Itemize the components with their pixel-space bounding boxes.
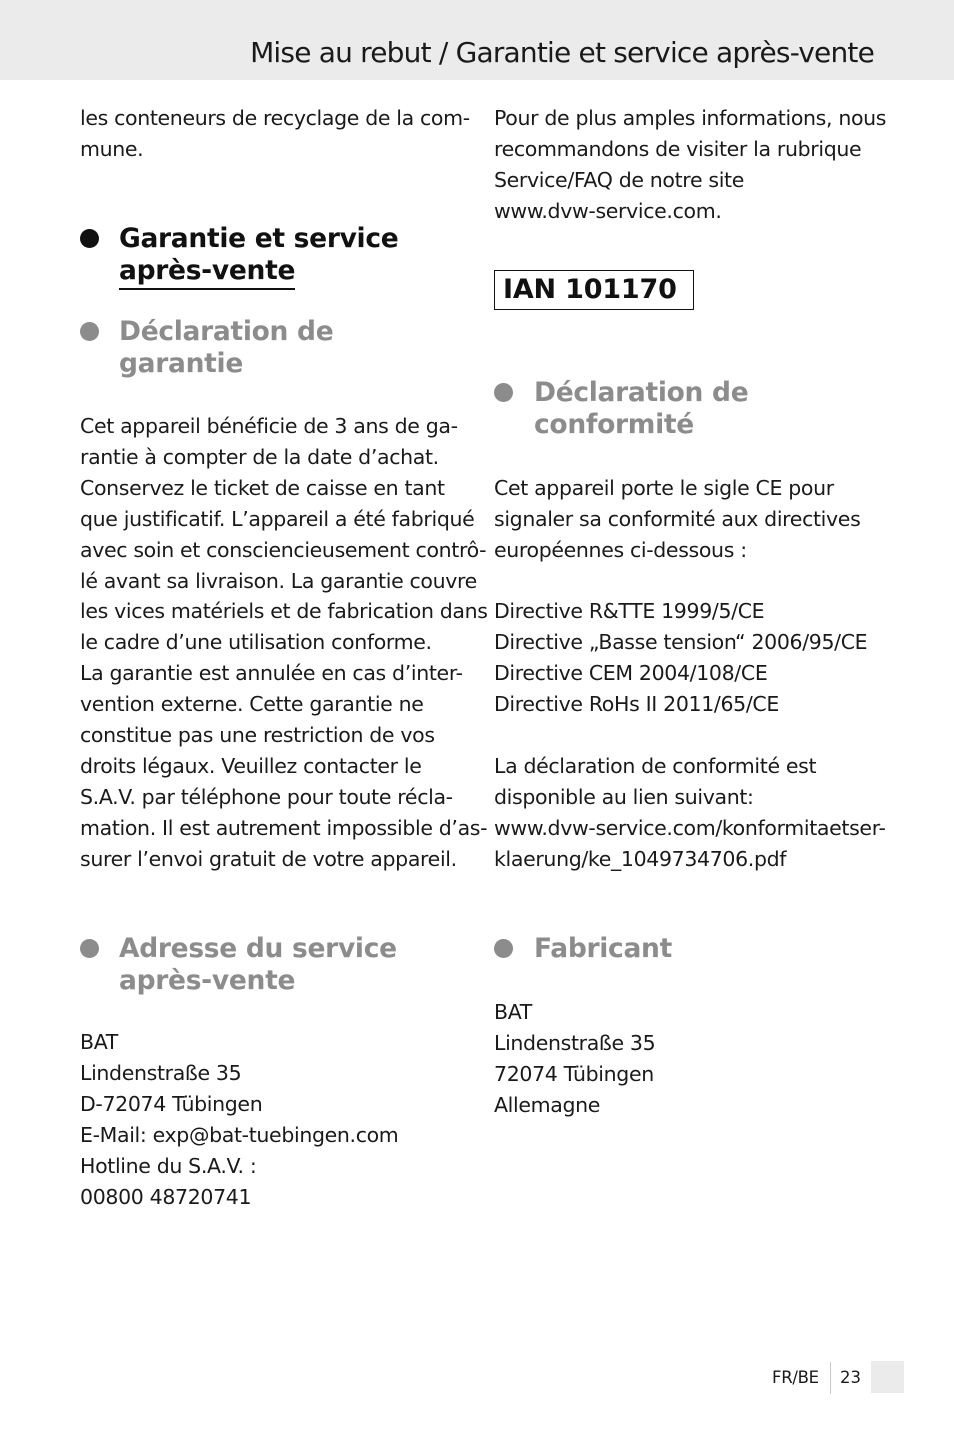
ian-number-box: IAN 101170 <box>494 270 694 310</box>
bullet-icon <box>80 939 99 958</box>
heading-line: Garantie et service <box>119 223 399 254</box>
text-line: La garantie est annulée en cas d’inter- <box>80 661 463 686</box>
directives-list <box>494 596 867 720</box>
text-line: 00800 48720741 <box>80 1184 252 1209</box>
footer-language-code: FR/BE <box>772 1368 819 1387</box>
heading-line: après-vente <box>119 255 295 291</box>
bullet-icon <box>494 939 513 958</box>
warranty-paragraph <box>80 411 488 875</box>
heading-line: après-vente <box>119 964 296 996</box>
directive-item: Directive „Basse tension“ 2006/95/CE <box>494 629 868 654</box>
heading-line: conformité <box>534 408 694 440</box>
text-line: Cet appareil porte le sigle CE pour <box>494 476 834 500</box>
heading-line: Fabricant <box>534 933 672 964</box>
text-line: Hotline du S.A.V. : <box>80 1153 257 1178</box>
text-line: Allemagne <box>494 1092 601 1117</box>
text-line: recommandons de visiter la rubrique <box>494 136 862 161</box>
text-line: BAT <box>494 1000 532 1024</box>
text-line: les conteneurs de recyclage de la com- <box>80 106 470 130</box>
bullet-icon <box>80 322 99 341</box>
text-line: Pour de plus amples informations, nous <box>494 106 887 130</box>
conformity-link-paragraph <box>494 751 886 875</box>
text-line: 72074 Tübingen <box>494 1061 654 1086</box>
footer-tab-box <box>871 1361 904 1393</box>
text-line: droits légaux. Veuillez contacter le <box>80 753 422 778</box>
text-line: le cadre d’une utilisation conforme. <box>80 630 432 655</box>
text-line: avec soin et consciencieusement contrô- <box>80 537 487 562</box>
text-line: constitue pas une restriction de vos <box>80 723 435 748</box>
text-line: vention externe. Cette garantie ne <box>80 692 424 717</box>
text-line: signaler sa conformité aux directives <box>494 506 861 531</box>
subheading-conformity <box>534 377 748 440</box>
text-line: S.A.V. par téléphone pour toute récla- <box>80 784 453 809</box>
text-line: mation. Il est autrement impossible d’as- <box>80 815 488 840</box>
footer-divider <box>830 1362 831 1394</box>
text-line: klaerung/ke_1049734706.pdf <box>494 846 787 871</box>
text-line: les vices matériels et de fabrication dans <box>80 599 488 624</box>
text-line: Lindenstraße 35 <box>494 1030 656 1055</box>
heading-line: garantie <box>119 347 243 379</box>
section-heading-warranty-service <box>119 223 398 290</box>
heading-line: Adresse du service <box>119 933 397 964</box>
bullet-icon <box>80 229 99 248</box>
text-line: mune. <box>80 136 144 161</box>
subheading-manufacturer <box>534 933 672 965</box>
text-line: E-Mail: exp@bat-tuebingen.com <box>80 1122 399 1147</box>
text-line: www.dvw-service.com. <box>494 198 722 223</box>
text-line: rantie à compter de la date d’achat. <box>80 444 439 469</box>
heading-line: Déclaration de <box>534 377 749 408</box>
text-line: BAT <box>80 1030 118 1054</box>
text-line: disponible au lien suivant: <box>494 784 754 809</box>
bullet-icon <box>494 383 513 402</box>
directive-item: Directive R&TTE 1999/5/CE <box>494 599 765 623</box>
heading-line: Déclaration de <box>119 316 334 347</box>
page-number: 23 <box>840 1368 861 1387</box>
text-line: européennes ci-dessous : <box>494 537 747 562</box>
directive-item: Directive RoHs II 2011/65/CE <box>494 691 779 716</box>
page-title: Mise au rebut / Garantie et service après-vente <box>250 36 874 69</box>
subheading-warranty-declaration <box>119 316 333 379</box>
faq-paragraph <box>494 103 886 227</box>
manufacturer-address-block <box>494 997 655 1121</box>
text-line: Cet appareil bénéficie de 3 ans de ga- <box>80 414 458 438</box>
text-line: Conservez le ticket de caisse en tant <box>80 475 445 500</box>
text-line: lé avant sa livraison. La garantie couvre <box>80 568 477 593</box>
text-line: Lindenstraße 35 <box>80 1060 242 1085</box>
intro-paragraph <box>80 103 470 165</box>
text-line: surer l’envoi gratuit de votre appareil. <box>80 846 457 871</box>
conformity-intro-paragraph <box>494 473 860 566</box>
text-line: que justificatif. L’appareil a été fabriqué <box>80 506 475 531</box>
text-line: La déclaration de conformité est <box>494 754 817 778</box>
text-line: D-72074 Tübingen <box>80 1091 263 1116</box>
service-address-block <box>80 1027 398 1212</box>
text-line: www.dvw-service.com/konformitaetser- <box>494 815 886 840</box>
directive-item: Directive CEM 2004/108/CE <box>494 660 768 685</box>
subheading-service-address <box>119 933 397 996</box>
text-line: Service/FAQ de notre site <box>494 167 744 192</box>
